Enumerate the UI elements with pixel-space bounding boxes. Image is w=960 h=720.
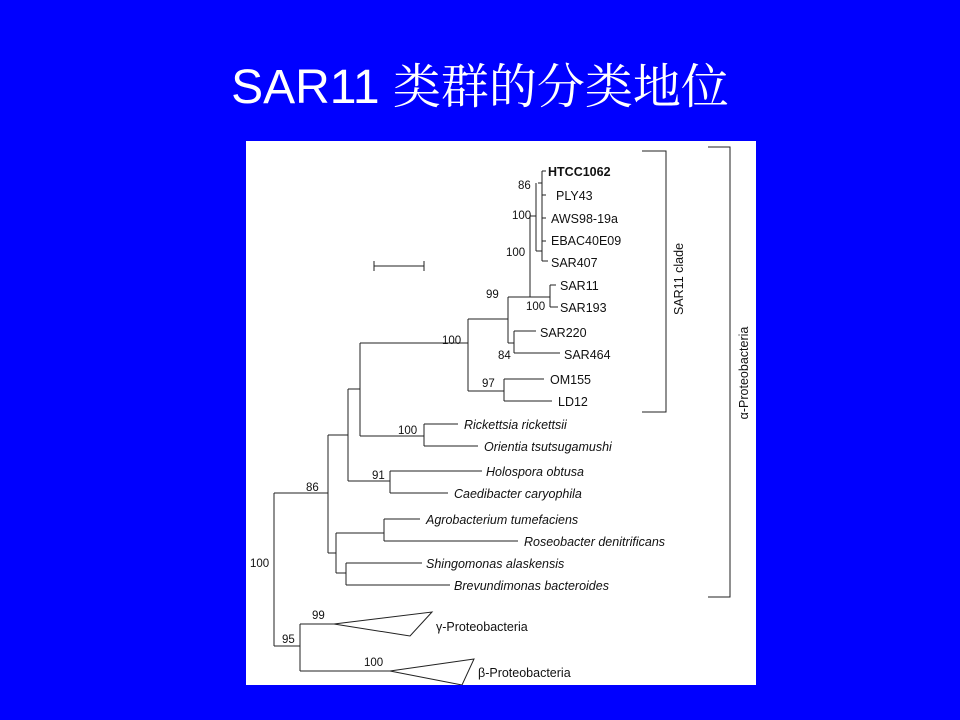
scale-bar: [374, 261, 424, 271]
gamma-proteobacteria-label: γ-Proteobacteria: [436, 620, 528, 634]
phylogenetic-tree-figure: [246, 141, 756, 685]
gamma-proteobacteria-clade-triangle: [334, 612, 432, 636]
taxon-label: Caedibacter caryophila: [454, 487, 582, 501]
taxon-label: Shingomonas alaskensis: [426, 557, 565, 571]
bootstrap-value: 84: [498, 350, 511, 362]
bootstrap-value: 100: [442, 335, 462, 347]
beta-proteobacteria-label: β-Proteobacteria: [478, 666, 571, 680]
taxon-label: Holospora obtusa: [486, 465, 584, 479]
taxon-label: Roseobacter denitrificans: [524, 535, 666, 549]
sar11-clade-branches: [468, 171, 560, 401]
bootstrap-value: 86: [518, 180, 531, 192]
bootstrap-value: 95: [282, 634, 295, 646]
sar11-clade-label: SAR11 clade: [672, 242, 686, 316]
taxon-label: Orientia tsutsugamushi: [484, 440, 612, 454]
bootstrap-value: 100: [364, 657, 384, 669]
alpha-proteobacteria-bracket: [708, 147, 730, 597]
taxon-label: PLY43: [556, 189, 593, 203]
bootstrap-value: 100: [398, 425, 418, 437]
bootstrap-value: 91: [372, 470, 385, 482]
taxon-label: EBAC40E09: [551, 234, 622, 248]
taxon-label: HTCC1062: [548, 165, 611, 179]
bootstrap-value: 99: [312, 610, 325, 622]
bootstrap-value: 97: [482, 378, 495, 390]
taxon-label: SAR407: [551, 256, 598, 270]
taxon-label: SAR220: [540, 326, 587, 340]
taxon-label: Brevundimonas bacteroides: [454, 579, 609, 593]
taxon-label: SAR464: [564, 348, 611, 362]
bootstrap-value: 99: [486, 289, 499, 301]
phylogenetic-tree: [246, 141, 756, 685]
bootstrap-value: 100: [250, 558, 270, 570]
bootstrap-value: 100: [512, 210, 532, 222]
taxon-label: AWS98-19a: [551, 212, 618, 226]
sar11-clade-bracket: [642, 151, 666, 412]
taxon-label: Rickettsia rickettsii: [464, 418, 567, 432]
bootstrap-value: 100: [526, 301, 546, 313]
alpha-proteobacteria-label: α-Proteobacteria: [737, 326, 751, 420]
beta-proteobacteria-clade-triangle: [390, 659, 474, 685]
taxon-label: LD12: [558, 395, 588, 409]
taxon-label: OM155: [550, 373, 591, 387]
bootstrap-value: 100: [506, 247, 526, 259]
taxon-label: SAR193: [560, 301, 607, 315]
slide-title: SAR11 类群的分类地位: [231, 61, 729, 114]
bootstrap-value: 86: [306, 482, 319, 494]
taxon-label: Agrobacterium tumefaciens: [426, 513, 579, 527]
taxon-label: SAR11: [560, 279, 599, 293]
